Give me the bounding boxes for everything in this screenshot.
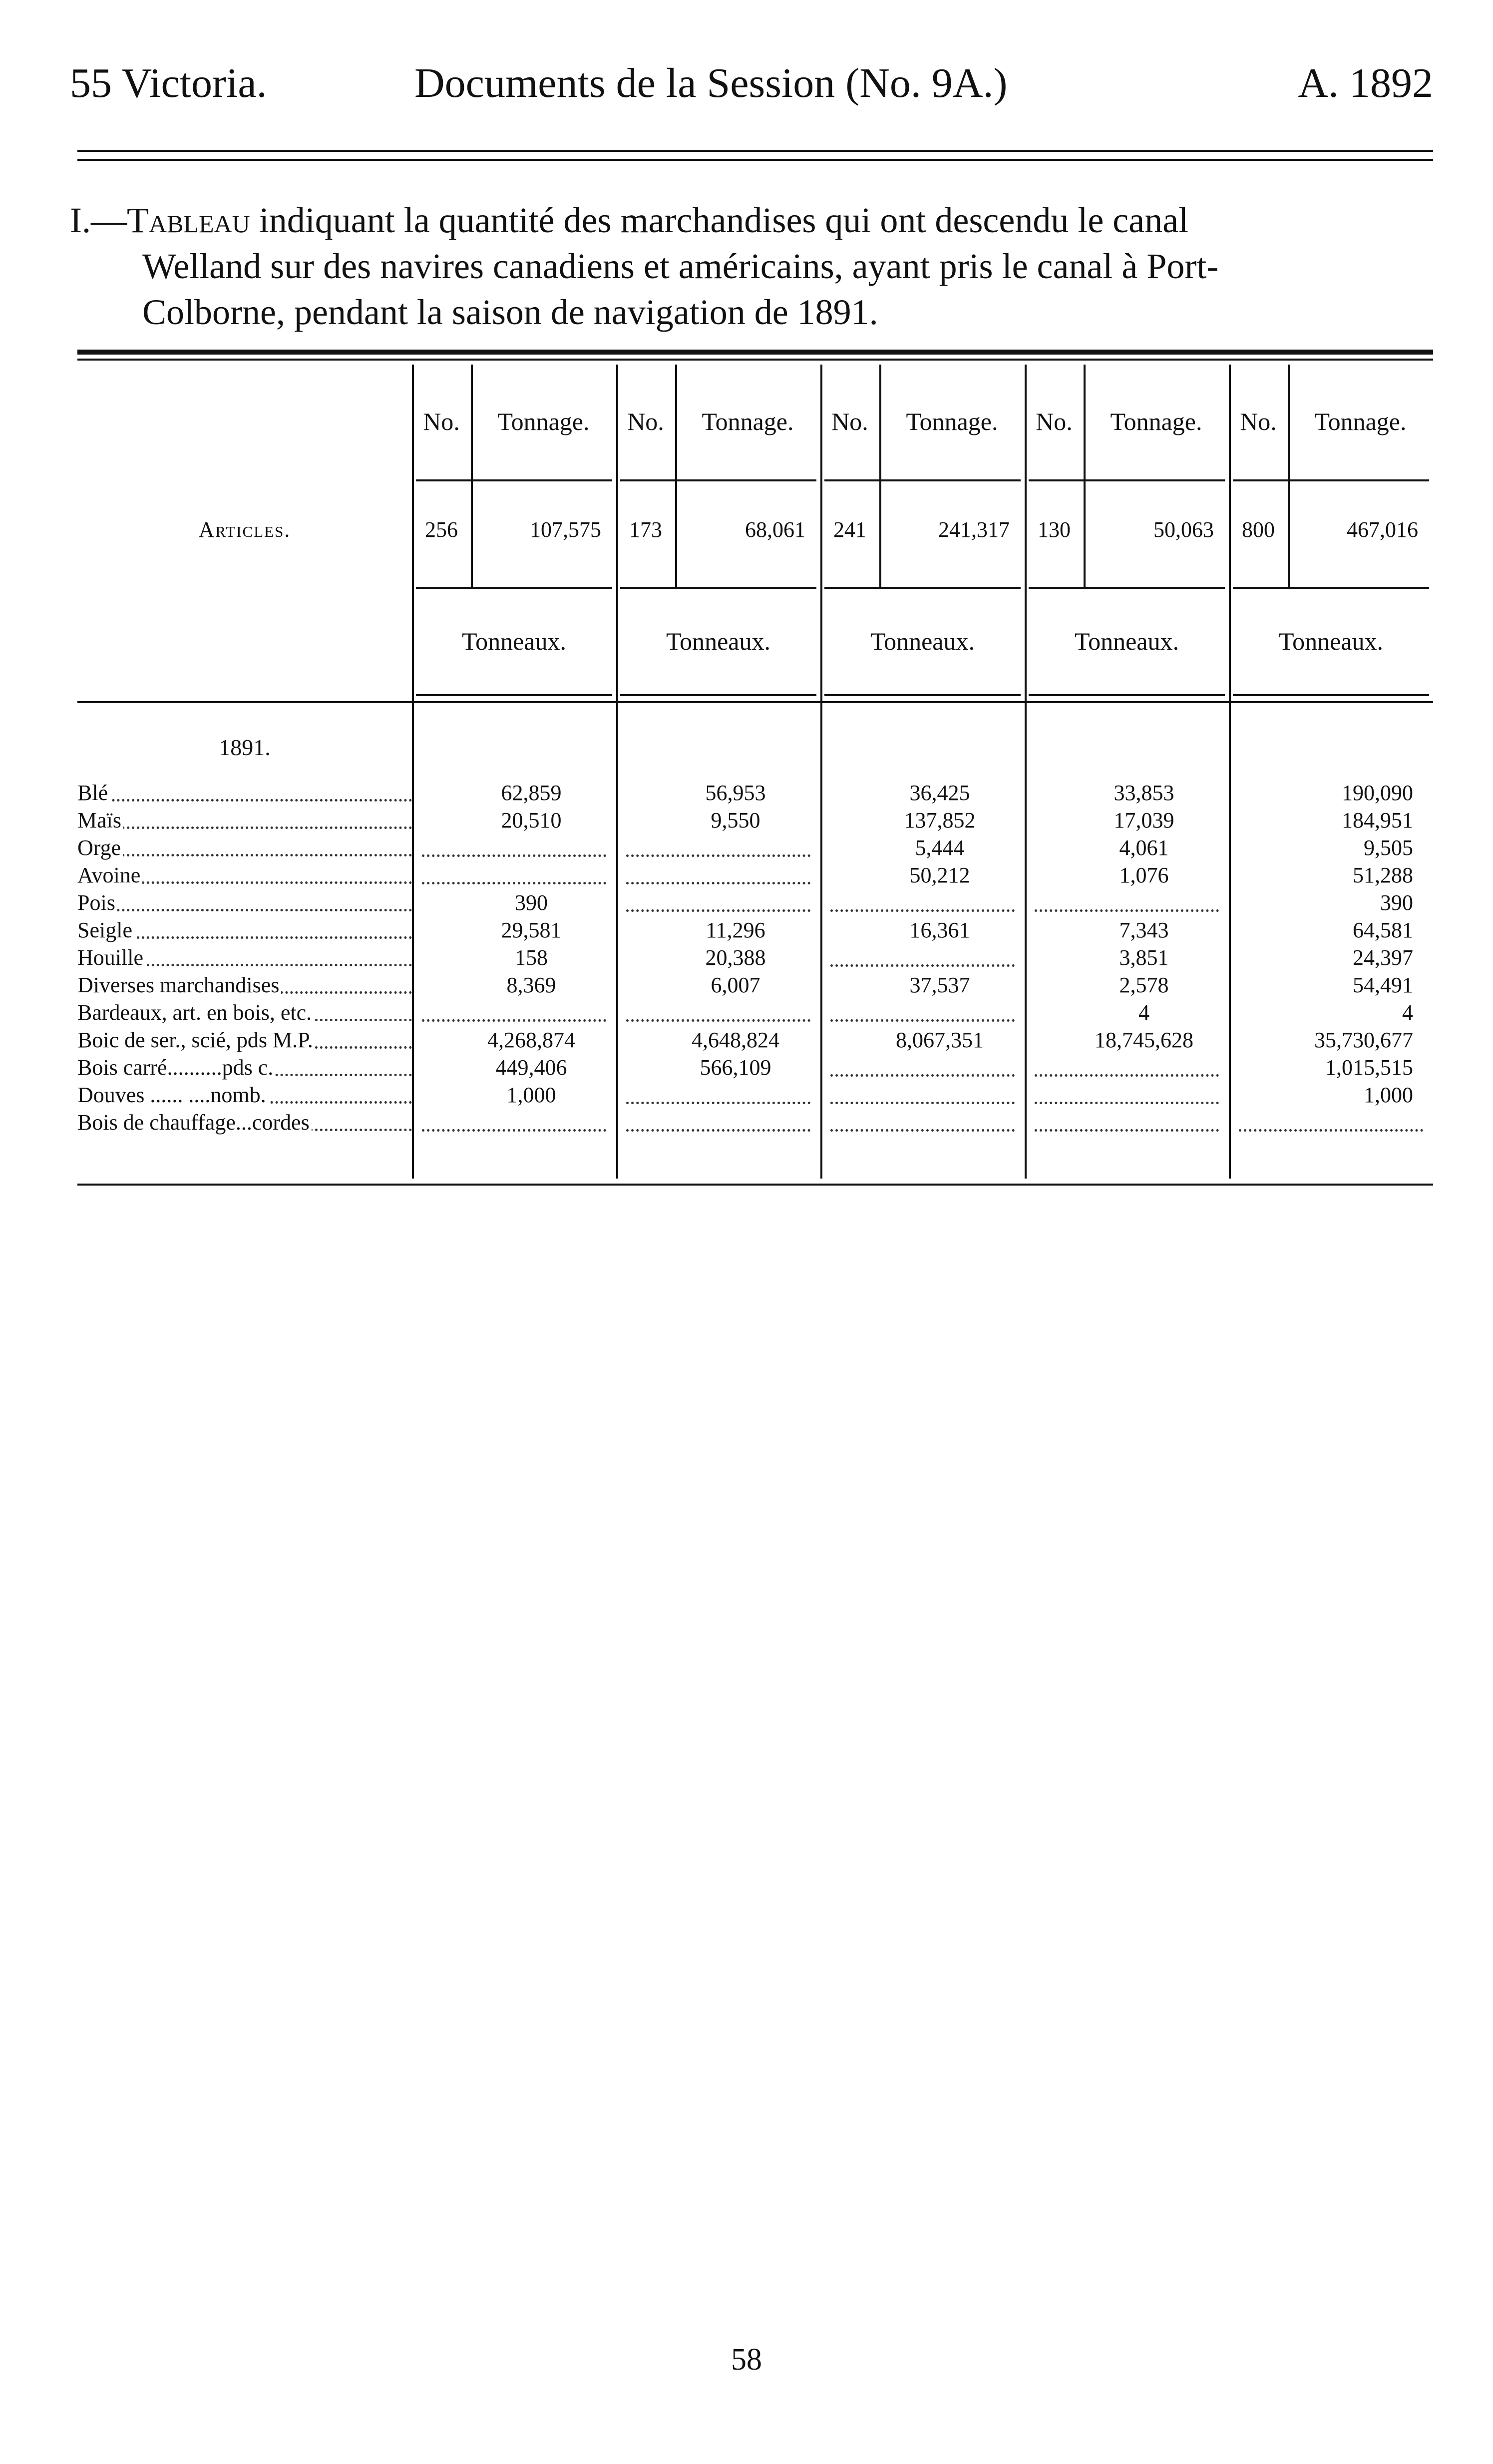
table-cell: 137,852 xyxy=(904,808,976,832)
group-header-rule xyxy=(416,587,612,589)
group-header-rule xyxy=(1029,479,1225,481)
no-header: No. xyxy=(1240,408,1277,435)
table-cell: 190,090 xyxy=(1342,781,1413,805)
empty-cell-dots xyxy=(626,1019,810,1022)
table-cell: 390 xyxy=(1380,890,1413,915)
table-cell: 9,505 xyxy=(1364,835,1413,860)
group-header-rule xyxy=(1029,694,1225,696)
table-cell: 4,061 xyxy=(1119,835,1169,860)
table-cell: 4,268,874 xyxy=(487,1028,575,1052)
page-number: 58 xyxy=(731,2343,762,2377)
group-no-value: 256 xyxy=(425,517,458,542)
table-cell: 54,491 xyxy=(1353,973,1413,997)
group-no-value: 800 xyxy=(1242,517,1275,542)
table-cell: 1,000 xyxy=(1364,1083,1413,1107)
group-header-rule xyxy=(416,479,612,481)
table-cell: 8,067,351 xyxy=(896,1028,984,1052)
title-line-1 xyxy=(70,197,1433,243)
table-cell: 16,361 xyxy=(909,918,970,942)
row-label-text: Orge xyxy=(77,835,123,860)
group-header-rule xyxy=(620,587,816,589)
table-cell: 4,648,824 xyxy=(692,1028,779,1052)
empty-cell-dots xyxy=(830,1019,1015,1022)
row-label-text: Bois de chauffage...cordes xyxy=(77,1110,312,1135)
empty-cell-dots xyxy=(422,882,606,884)
title-line-2: Welland sur des navires canadiens et américains, ayant pris le canal à Port- xyxy=(142,246,1219,286)
empty-cell-dots xyxy=(1035,1129,1219,1132)
table-cell: 4 xyxy=(1138,1000,1149,1025)
table-cell: 33,853 xyxy=(1114,781,1174,805)
no-header: No. xyxy=(1036,408,1073,435)
row-label xyxy=(77,999,412,1026)
tonnage-header: Tonnage. xyxy=(1314,408,1407,435)
table-bottom-rule xyxy=(77,1184,1433,1186)
table-cell: 11,296 xyxy=(706,918,765,942)
leader-dots xyxy=(77,799,412,802)
title-prefix: I.— xyxy=(70,200,127,240)
header-year: A. 1892 xyxy=(1298,60,1433,106)
row-label xyxy=(77,834,412,861)
empty-cell-dots xyxy=(626,1102,810,1104)
table-cell: 56,953 xyxy=(705,781,766,805)
group-tonnage-value: 50,063 xyxy=(1153,517,1214,542)
group-divider xyxy=(1229,365,1231,1179)
table-cell: 20,388 xyxy=(705,945,766,970)
empty-cell-dots xyxy=(1239,1129,1423,1132)
no-header: No. xyxy=(627,408,664,435)
statistics-table xyxy=(77,350,1433,1199)
group-header-rule xyxy=(824,587,1021,589)
table-cell: 9,550 xyxy=(711,808,760,832)
group-tonnage-value: 241,317 xyxy=(938,517,1010,542)
group-header-rule xyxy=(620,479,816,481)
row-label-text: Douves ...... ....nomb. xyxy=(77,1083,268,1107)
title-line-3: Colborne, pendant la saison de navigation de 1891. xyxy=(142,292,878,332)
empty-cell-dots xyxy=(626,1129,810,1132)
group-tonnage-value: 107,575 xyxy=(530,517,601,542)
row-label xyxy=(77,1109,412,1136)
no-tonnage-divider xyxy=(1288,365,1290,589)
row-label-text: Blé xyxy=(77,781,110,805)
table-top-rule-thin xyxy=(77,359,1433,361)
group-header-rule xyxy=(1233,479,1429,481)
empty-cell-dots xyxy=(422,1019,606,1022)
table-cell: 17,039 xyxy=(1114,808,1174,832)
tonnage-header: Tonnage. xyxy=(497,408,590,435)
group-header-rule xyxy=(416,694,612,696)
no-tonnage-divider xyxy=(879,365,881,589)
row-label xyxy=(77,971,412,999)
leader-dots xyxy=(77,909,412,911)
title-line-1-rest: indiquant la quantité des marchandises qui ont descendu le canal xyxy=(250,200,1189,240)
title-smallcaps: Tableau xyxy=(126,200,250,240)
row-label-text: Seigle xyxy=(77,918,134,942)
table-cell: 1,000 xyxy=(506,1083,556,1107)
table-cell: 3,851 xyxy=(1119,945,1169,970)
group-tonnage-value: 68,061 xyxy=(745,517,805,542)
leader-dots xyxy=(77,826,412,829)
unit-label: Tonneaux. xyxy=(666,627,770,655)
header-rule-top xyxy=(77,150,1433,152)
table-cell: 566,109 xyxy=(700,1055,771,1080)
row-label-text: Bardeaux, art. en bois, etc. xyxy=(77,1000,314,1025)
empty-cell-dots xyxy=(422,1129,606,1132)
row-label xyxy=(77,944,412,971)
table-cell: 390 xyxy=(515,890,548,915)
empty-cell-dots xyxy=(830,964,1015,967)
articles-header: Articles. xyxy=(198,517,291,542)
table-title xyxy=(70,197,1433,335)
group-header-rule xyxy=(824,479,1021,481)
group-header-rule xyxy=(1029,587,1225,589)
row-label xyxy=(77,807,412,834)
no-tonnage-divider xyxy=(471,365,473,589)
table-cell: 37,537 xyxy=(909,973,970,997)
group-no-value: 241 xyxy=(833,517,866,542)
tonnage-header: Tonnage. xyxy=(702,408,794,435)
group-tonnage-value: 467,016 xyxy=(1347,517,1418,542)
row-label-text: Maïs xyxy=(77,808,123,832)
row-label xyxy=(77,861,412,889)
group-divider xyxy=(412,365,414,1179)
table-cell: 36,425 xyxy=(909,781,970,805)
row-label-text: Pois xyxy=(77,890,117,915)
table-cell: 1,076 xyxy=(1119,863,1169,887)
table-cell: 64,581 xyxy=(1353,918,1413,942)
unit-label: Tonneaux. xyxy=(870,627,975,655)
empty-cell-dots xyxy=(422,854,606,857)
row-label xyxy=(77,916,412,944)
unit-label: Tonneaux. xyxy=(1279,627,1383,655)
table-cell: 29,581 xyxy=(501,918,562,942)
table-cell: 449,406 xyxy=(495,1055,567,1080)
table-cell: 7,343 xyxy=(1119,918,1169,942)
table-cell: 2,578 xyxy=(1119,973,1169,997)
empty-cell-dots xyxy=(626,854,810,857)
row-label xyxy=(77,779,412,807)
empty-cell-dots xyxy=(1035,909,1219,912)
unit-label: Tonneaux. xyxy=(462,627,566,655)
table-cell: 50,212 xyxy=(909,863,970,887)
table-cell: 158 xyxy=(515,945,548,970)
empty-cell-dots xyxy=(830,1102,1015,1104)
table-cell: 24,397 xyxy=(1353,945,1413,970)
table-cell: 18,745,628 xyxy=(1095,1028,1193,1052)
leader-dots xyxy=(77,854,412,856)
row-label xyxy=(77,1054,412,1081)
group-header-rule xyxy=(620,694,816,696)
table-cell: 5,444 xyxy=(915,835,965,860)
group-no-value: 130 xyxy=(1038,517,1071,542)
table-cell: 6,007 xyxy=(711,973,760,997)
table-cell: 8,369 xyxy=(506,973,556,997)
row-label xyxy=(77,1026,412,1054)
header-rule-bottom xyxy=(77,159,1433,161)
group-divider xyxy=(616,365,618,1179)
no-tonnage-divider xyxy=(675,365,677,589)
row-label xyxy=(77,1081,412,1109)
empty-cell-dots xyxy=(1035,1074,1219,1077)
row-label-text: Avoine xyxy=(77,863,142,887)
tonnage-header: Tonnage. xyxy=(906,408,998,435)
empty-cell-dots xyxy=(626,882,810,884)
table-cell: 51,288 xyxy=(1353,863,1413,887)
table-cell: 20,510 xyxy=(501,808,562,832)
no-header: No. xyxy=(831,408,868,435)
no-tonnage-divider xyxy=(1084,365,1086,589)
row-label-text: Bois carré..........pds c. xyxy=(77,1055,275,1080)
empty-cell-dots xyxy=(830,909,1015,912)
year-label: 1891. xyxy=(219,735,271,760)
empty-cell-dots xyxy=(830,1074,1015,1077)
table-cell: 184,951 xyxy=(1342,808,1413,832)
table-cell: 35,730,677 xyxy=(1314,1028,1413,1052)
group-divider xyxy=(820,365,822,1179)
group-header-rule xyxy=(824,694,1021,696)
running-header xyxy=(70,59,1433,114)
header-volume: 55 Victoria. xyxy=(70,60,267,106)
row-label xyxy=(77,889,412,916)
row-label-text: Boic de ser., scié, pds M.P. xyxy=(77,1028,315,1052)
header-document-title: Documents de la Session (No. 9A.) xyxy=(414,60,1008,106)
group-no-value: 173 xyxy=(629,517,662,542)
group-divider xyxy=(1025,365,1027,1179)
no-header: No. xyxy=(423,408,460,435)
table-cell: 1,015,515 xyxy=(1325,1055,1413,1080)
table-cell: 62,859 xyxy=(501,781,562,805)
empty-cell-dots xyxy=(626,909,810,912)
row-label-text: Diverses marchandises xyxy=(77,973,281,997)
tonnage-header: Tonnage. xyxy=(1110,408,1202,435)
empty-cell-dots xyxy=(1035,1102,1219,1104)
empty-cell-dots xyxy=(830,1129,1015,1132)
unit-label: Tonneaux. xyxy=(1075,627,1179,655)
row-label-text: Houille xyxy=(77,945,145,970)
table-top-rule xyxy=(77,350,1433,355)
group-header-rule xyxy=(1233,587,1429,589)
table-cell: 4 xyxy=(1402,1000,1413,1025)
group-header-rule xyxy=(1233,694,1429,696)
